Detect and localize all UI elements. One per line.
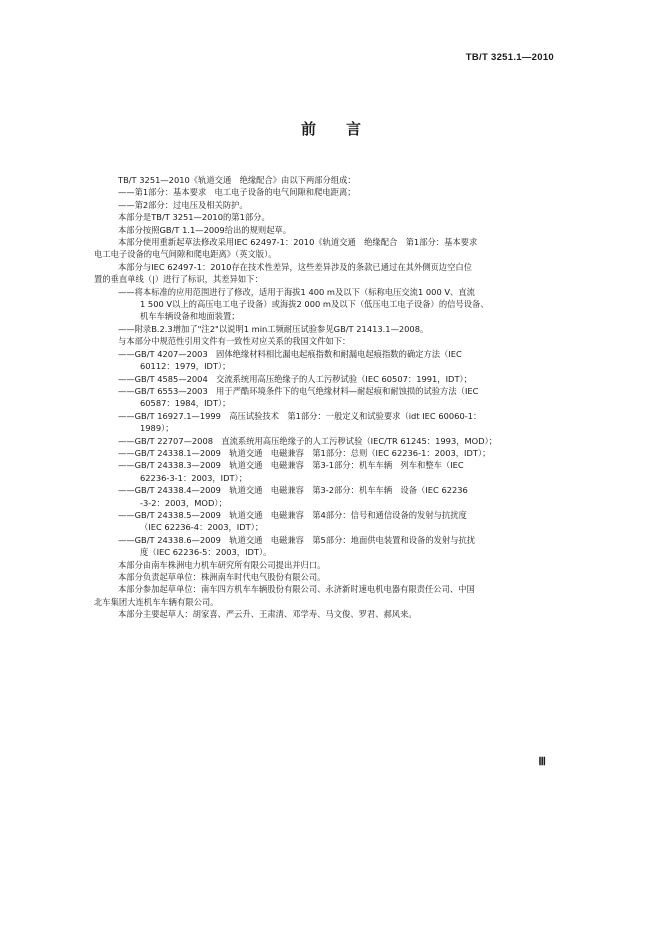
body-line: ——GB/T 22707—2008 直流系统用高压绝缘子的人工污秽试验（IEC/TR 61245：1993，MOD）；: [118, 435, 498, 446]
body-line: 与本部分中规范性引用文件有一致性对应关系的我国文件如下：: [118, 336, 351, 347]
body-line: 60112：1979，IDT）；: [140, 361, 231, 372]
body-line: ——GB/T 4207—2003 固体绝缘材料相比漏电起痕指数和耐漏电起痕指数的确定方法（IEC: [118, 348, 462, 359]
body-line: 本部分主要起草人：胡家喜、严云升、王肃清、邓学寿、马文俊、罗君、郝风来。: [118, 609, 417, 620]
body-line: 置的垂直单线（|）进行了标识，其差异如下：: [94, 274, 263, 285]
body-line: 60587：1984，IDT）；: [140, 398, 231, 409]
body-line: 62236-3-1：2003，IDT）；: [140, 472, 247, 483]
body-line: 本部分由南车株洲电力机车研究所有限公司提出并归口。: [118, 559, 326, 570]
body-line: 本部分参加起草单位：南车四方机车车辆股份有限公司、永济新时速电机电器有限责任公司、中国: [118, 584, 475, 595]
body-line: ——附录B.2.3增加了"注2"以说明1 min工频耐压试验参见GB/T 21413.1—2008。: [118, 323, 429, 334]
body-line: ——GB/T 6553—2003 用于严酷环境条件下的电气绝缘材料—耐起痕和耐蚀损的试验方法（IEC: [118, 385, 479, 396]
page-title: 前言: [300, 120, 391, 138]
body-line: ——GB/T 24338.3—2009 轨道交通 电磁兼容 第3-1部分：机车车辆 列车和整车（IEC: [118, 460, 464, 471]
body-line: 1 500 V以上的高压电工电子设备）或海拔2 000 m及以下（低压电工电子设备）的信号设备、: [140, 299, 489, 310]
body-line: 机车车辆设备和地面装置；: [140, 311, 240, 322]
body-line: ——将本标准的应用范围进行了修改，适用于海拔1 400 m及以下（标称电压交流1 000 V、直流: [118, 286, 475, 297]
body-line: 本部分与IEC 62497-1：2010存在技术性差异，这些差异涉及的条款已通过在其外侧页边空白位: [118, 261, 472, 272]
body-line: 本部分使用重新起草法修改采用IEC 62497-1：2010《轨道交通 绝缘配合 第1部分：基本要求: [118, 237, 478, 248]
body-line: ——第2部分：过电压及相关防护。: [118, 199, 248, 210]
body-line: ——GB/T 16927.1—1999 高压试验技术 第1部分：一般定义和试验要求（idt IEC 60060-1：: [118, 410, 482, 421]
body-line: （IEC 62236-4：2003，IDT）；: [140, 522, 264, 533]
body-line: 本部分是TB/T 3251—2010的第1部分。: [118, 212, 270, 223]
body-line: 本部分按照GB/T 1.1—2009给出的规则起草。: [118, 224, 292, 235]
body-line: 电工电子设备的电气间隙和爬电距离》（英文版）。: [94, 249, 277, 260]
page-number: Ⅲ: [538, 756, 546, 768]
body-line: ——GB/T 24338.4—2009 轨道交通 电磁兼容 第3-2部分：机车车辆 设备（IEC 62236: [118, 485, 468, 496]
body-line: ——GB/T 4585—2004 交流系统用高压绝缘子的人工污秽试验（IEC 60507：1991，IDT）；: [118, 373, 472, 384]
body-line: 北车集团大连机车车辆有限公司。: [94, 596, 219, 607]
body-line: ——GB/T 24338.1—2009 轨道交通 电磁兼容 第1部分：总则（IEC 62236-1：2003，IDT）；: [118, 447, 491, 458]
standard-number-header: TB/T 3251.1—2010: [465, 52, 554, 63]
body-line: 本部分负责起草单位：株洲南车时代电气股份有限公司。: [118, 572, 326, 582]
body-line: ——第1部分：基本要求 电工电子设备的电气间隙和爬电距离；: [118, 187, 356, 198]
body-line: ——GB/T 24338.6—2009 轨道交通 电磁兼容 第5部分：地面供电装置和设备的发射与抗扰: [118, 534, 476, 545]
body-line: 1989）；: [140, 423, 174, 434]
body-line: -3-2：2003，MOD）；: [140, 497, 227, 508]
body-line: TB/T 3251—2010《轨道交通 绝缘配合》由以下两部分组成：: [118, 175, 356, 185]
foreword-body: [94, 174, 556, 621]
body-line: 度（IEC 62236-5：2003，IDT）。: [140, 547, 272, 558]
body-line: ——GB/T 24338.5—2009 轨道交通 电磁兼容 第4部分：信号和通信设备的发射与抗扰度: [118, 509, 467, 520]
